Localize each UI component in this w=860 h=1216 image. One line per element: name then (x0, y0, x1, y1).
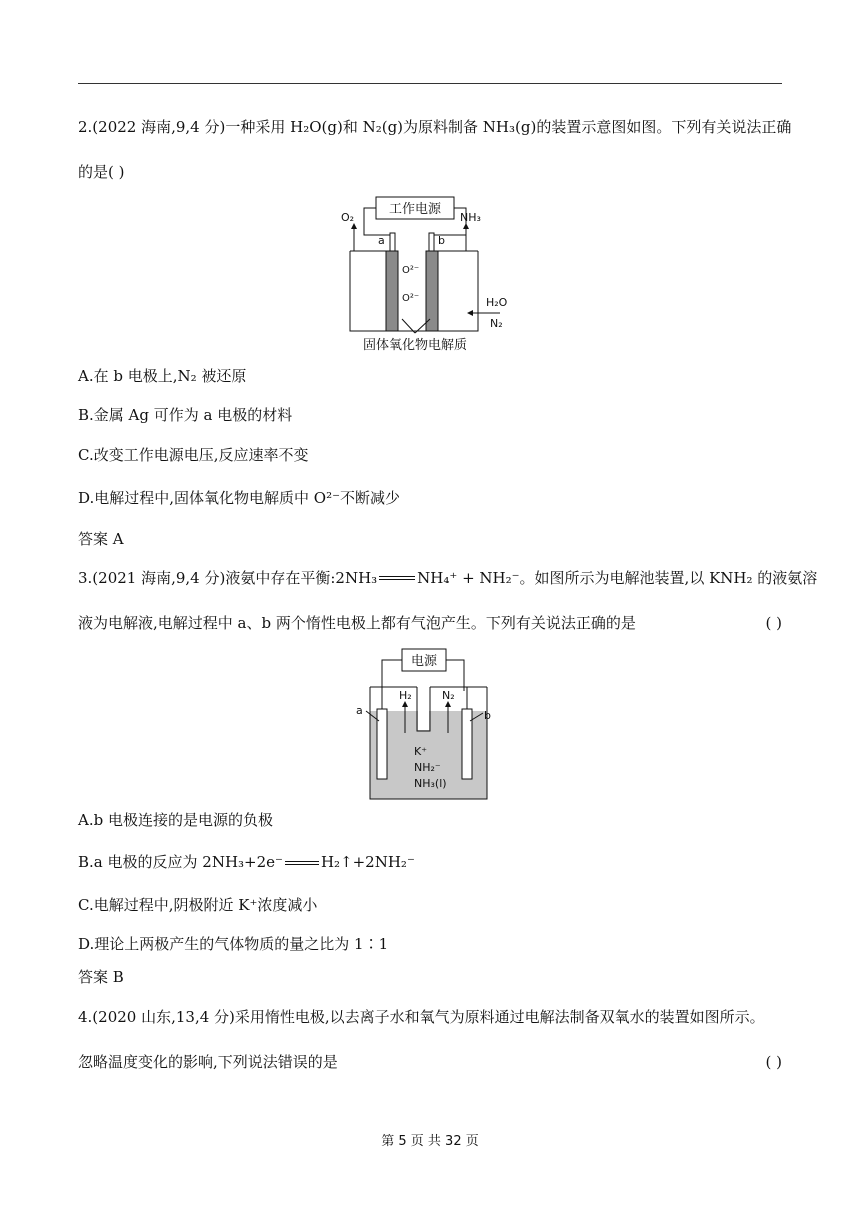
q3-stem-line1 (78, 568, 817, 588)
q2-option-d: D.电解过程中,固体氧化物电解质中 O²⁻不断减少 (78, 489, 401, 507)
q2-n2-label: N₂ (490, 317, 503, 330)
equilibrium-arrow (379, 574, 415, 584)
q3-power-label: 电源 (410, 654, 438, 669)
q3-n2-label: N₂ (442, 689, 455, 702)
q3-option-b-suffix: H₂↑+2NH₂⁻ (320, 853, 415, 871)
q2-h2o-label: H₂O (486, 296, 508, 309)
q2-ion-2: O²⁻ (402, 293, 420, 304)
q2-stem-line1: 2.(2022 海南,9,4 分)一种采用 H₂O(g)和 N₂(g)为原料制备 NH₃(g)的装置示意图如图。下列有关说法正确 (78, 118, 792, 136)
reaction-equals (285, 858, 319, 868)
q2-caption: 固体氧化物电解质 (362, 338, 468, 353)
q4-stem-line1: 4.(2020 山东,13,4 分)采用惰性电极,以去离子水和氧气为原料通过电解法制备双氧水的装置如图所示。 (78, 1008, 765, 1026)
q3-option-b-prefix: B.a 电极的反应为 2NH₃+2e⁻ (78, 853, 283, 871)
q3-option-b (78, 852, 415, 872)
header-rule (78, 83, 782, 84)
q2-option-a: A.在 b 电极上,N₂ 被还原 (78, 367, 247, 385)
q2-electrolysis-figure (340, 193, 530, 353)
q3-answer-paren: ( ) (765, 614, 782, 632)
q2-option-c: C.改变工作电源电压,反应速率不变 (78, 446, 309, 464)
q2-label-b: b (438, 234, 445, 247)
q3-option-a: A.b 电极连接的是电源的负极 (78, 811, 273, 829)
q2-nh3-label: NH₃ (460, 211, 481, 224)
q3-option-d: D.理论上两极产生的气体物质的量之比为 1∶1 (78, 935, 389, 953)
q3-stem-line2: 液为电解液,电解过程中 a、b 两个惰性电极上都有气泡产生。下列有关说法正确的是 (78, 614, 636, 632)
q2-label-a: a (378, 234, 385, 247)
q3-answer: 答案 B (78, 968, 124, 986)
q2-stem-line2: 的是( ) (78, 163, 125, 181)
q4-stem-line2: 忽略温度变化的影响,下列说法错误的是 (78, 1053, 338, 1071)
q3-k-label: K⁺ (414, 745, 428, 758)
q3-h2-label: H₂ (399, 689, 412, 702)
q3-stem-prefix: 3.(2021 海南,9,4 分)液氨中存在平衡:2NH₃ (78, 569, 378, 587)
q2-power-label: 工作电源 (388, 202, 442, 217)
q2-o2-label: O₂ (341, 211, 355, 224)
q3-stem-suffix: NH₄⁺ + NH₂⁻。如图所示为电解池装置,以 KNH₂ 的液氨溶 (417, 569, 818, 587)
q3-electrolysis-figure (352, 647, 497, 802)
q3-label-a: a (356, 704, 363, 717)
q2-option-b: B.金属 Ag 可作为 a 电极的材料 (78, 406, 293, 424)
q2-answer: 答案 A (78, 530, 124, 548)
q3-nh3l-label: NH₃(l) (414, 777, 447, 790)
q2-ion-1: O²⁻ (402, 265, 420, 276)
q3-nh2-label: NH₂⁻ (414, 761, 441, 774)
q3-option-c: C.电解过程中,阴极附近 K⁺浓度减小 (78, 896, 318, 914)
q4-answer-paren: ( ) (765, 1053, 782, 1071)
page-footer: 第 5 页 共 32 页 (381, 1134, 479, 1149)
q3-label-b: b (484, 709, 491, 722)
